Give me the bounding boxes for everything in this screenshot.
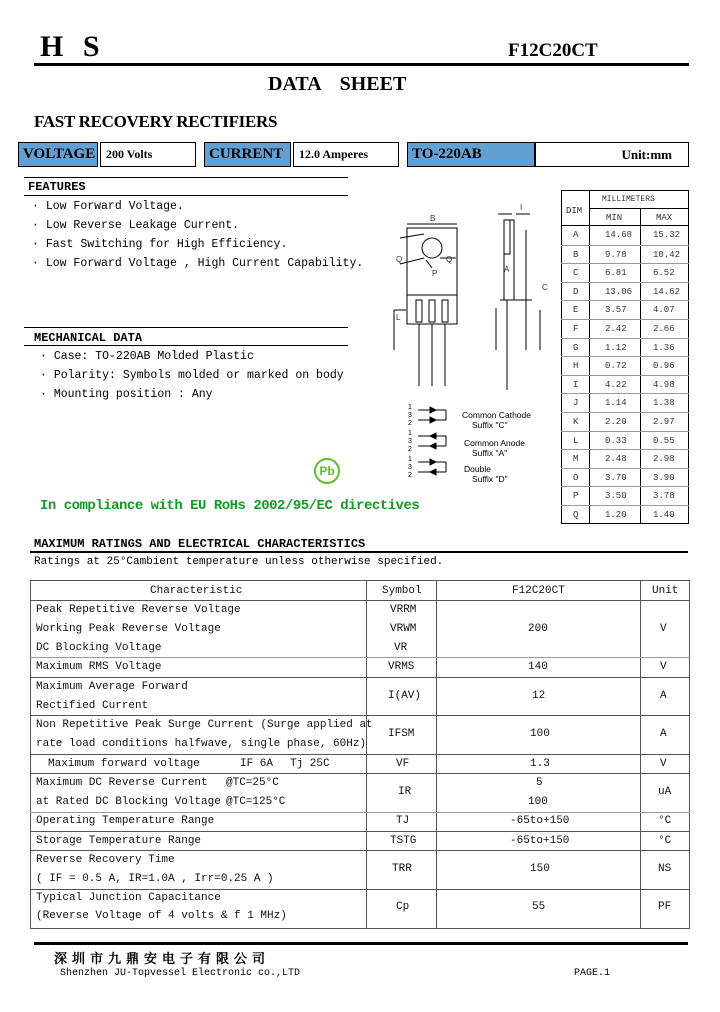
row-char: Maximum RMS Voltage bbox=[36, 661, 162, 673]
pin-numbers: 1 3 2 bbox=[408, 404, 412, 427]
dim-letter: A bbox=[573, 230, 579, 240]
row-value: -65to+150 bbox=[510, 815, 570, 827]
row-char: Storage Temperature Range bbox=[36, 835, 202, 847]
row-char: ( IF = 0.5 A, IR=1.0A , Irr=0.25 A ) bbox=[36, 873, 274, 885]
config-double: Double Suffix "D" bbox=[464, 464, 508, 484]
list-item: · Low Forward Voltage. bbox=[32, 200, 184, 213]
dim-letter: E bbox=[573, 305, 579, 316]
row-value: 100 bbox=[528, 796, 548, 808]
row-value: 100 bbox=[530, 728, 550, 740]
dim-group-header: MILLIMETERS bbox=[602, 195, 655, 204]
dim-min: 6.81 bbox=[605, 268, 627, 279]
pb-free-logo: Pb bbox=[314, 458, 340, 484]
dim-min: 3.70 bbox=[605, 472, 627, 483]
dim-letter: H bbox=[573, 361, 579, 372]
list-item: · Low Reverse Leakage Current. bbox=[32, 219, 240, 232]
dim-letter: J bbox=[573, 398, 579, 409]
dim-max-header: MAX bbox=[656, 213, 673, 223]
dim-letter: C bbox=[573, 268, 579, 279]
row-char: Typical Junction Capacitance bbox=[36, 892, 221, 904]
dim-min: 3.57 bbox=[605, 305, 627, 316]
dimension-row bbox=[561, 300, 689, 319]
dimension-row bbox=[561, 375, 689, 394]
brand-logo: H S bbox=[40, 30, 106, 63]
row-symbol: Cp bbox=[396, 901, 410, 913]
dim-max: 10.42 bbox=[653, 249, 681, 260]
row-char: rate load conditions halfwave, single phase, 60Hz) bbox=[36, 738, 367, 750]
dimension-row bbox=[561, 245, 689, 264]
row-value: 5 bbox=[536, 777, 543, 789]
dim-label-a: A bbox=[504, 265, 510, 274]
row-unit: °C bbox=[658, 815, 672, 827]
dim-min: 3.50 bbox=[605, 491, 627, 502]
row-unit: A bbox=[660, 728, 667, 740]
features-title: FEATURES bbox=[28, 180, 86, 194]
row-char: at Rated DC Blocking Voltage bbox=[36, 796, 221, 808]
row-unit: V bbox=[660, 758, 667, 770]
dimension-row bbox=[561, 319, 689, 338]
row-unit: °C bbox=[658, 835, 672, 847]
dimension-row bbox=[561, 263, 689, 282]
list-item: · Fast Switching for High Efficiency. bbox=[32, 238, 288, 251]
row-value: 1.3 bbox=[530, 758, 550, 770]
dim-letter: B bbox=[573, 249, 579, 260]
unit-label: Unit:mm bbox=[535, 142, 689, 167]
dim-max: 2.66 bbox=[653, 324, 675, 334]
row-value: -65to+150 bbox=[510, 835, 570, 847]
row-char: Rectified Current bbox=[36, 700, 149, 712]
row-symbol: IR bbox=[398, 786, 412, 798]
dimension-row bbox=[561, 505, 689, 524]
page-number: PAGE.1 bbox=[574, 968, 611, 979]
dim-letter: I bbox=[573, 379, 579, 390]
row-char: Working Peak Reverse Voltage bbox=[36, 623, 221, 635]
list-item: · Polarity: Symbols molded or marked on body bbox=[40, 369, 344, 382]
dim-label-c: C bbox=[542, 283, 548, 292]
header-characteristic: Characteristic bbox=[150, 585, 243, 597]
doc-title: DATA SHEET bbox=[268, 73, 407, 95]
row-value: 140 bbox=[528, 661, 548, 673]
row-value: 200 bbox=[528, 623, 548, 635]
row-symbol: I(AV) bbox=[388, 690, 422, 702]
dimension-row bbox=[561, 412, 689, 431]
row-condition: @TC=25°C bbox=[226, 777, 279, 789]
dim-max: 3.90 bbox=[653, 472, 675, 483]
dimension-row bbox=[561, 393, 689, 412]
row-char: Maximum Average Forward bbox=[36, 681, 188, 693]
dim-label-p: P bbox=[432, 269, 438, 278]
dim-max: 1.38 bbox=[653, 398, 675, 409]
row-char: (Reverse Voltage of 4 volts & f 1 MHz) bbox=[36, 910, 287, 922]
dim-letter: Q bbox=[573, 510, 579, 520]
header-value: F12C20CT bbox=[512, 585, 565, 597]
dim-letter: M bbox=[573, 454, 579, 465]
dim-min: 0.72 bbox=[605, 361, 627, 372]
dim-letter: D bbox=[573, 286, 579, 297]
config-common-cathode: Common Cathode Suffix "C" bbox=[462, 410, 531, 430]
company-name-cn: 深圳市九鼎安电子有限公司 bbox=[54, 952, 271, 967]
list-item: · Low Forward Voltage , High Current Capability. bbox=[32, 257, 364, 270]
header-symbol: Symbol bbox=[382, 585, 422, 597]
row-condition: IF 6A bbox=[240, 758, 274, 770]
header-rule bbox=[34, 63, 689, 66]
config-common-anode: Common Anode Suffix "A" bbox=[464, 438, 525, 458]
row-symbol: VRMS bbox=[388, 661, 415, 673]
row-symbol: VF bbox=[396, 758, 410, 770]
rohs-compliance: In compliance with EU RoHs 2002/95/EC directives bbox=[40, 498, 420, 514]
row-unit: PF bbox=[658, 901, 672, 913]
dim-max: 2.97 bbox=[653, 417, 675, 427]
dim-max: 0.96 bbox=[653, 361, 675, 372]
dim-label-i: I bbox=[520, 203, 523, 212]
row-char: DC Blocking Voltage bbox=[36, 642, 162, 654]
row-unit: V bbox=[660, 623, 667, 635]
part-number: F12C20CT bbox=[508, 40, 598, 61]
list-item: · Case: TO-220AB Molded Plastic bbox=[40, 350, 254, 363]
dim-letter: P bbox=[573, 491, 579, 502]
dimension-row bbox=[561, 282, 689, 301]
dim-max: 6.52 bbox=[653, 268, 675, 279]
dim-max: 14.62 bbox=[653, 286, 681, 297]
voltage-label: VOLTAGE bbox=[18, 142, 98, 167]
pin-numbers: 1 3 2 bbox=[408, 430, 412, 453]
package-label: TO-220AB bbox=[407, 142, 535, 167]
row-condition: @TC=125°C bbox=[226, 796, 286, 808]
row-symbol: TJ bbox=[396, 815, 410, 827]
dim-letter: F bbox=[573, 324, 579, 334]
dim-min: 2.48 bbox=[605, 454, 627, 465]
dim-min: 1.20 bbox=[605, 510, 627, 520]
company-name-en: Shenzhen JU-Topvessel Electronic co.,LTD bbox=[60, 968, 301, 979]
dimension-row bbox=[561, 431, 689, 450]
dim-letter: K bbox=[573, 417, 579, 427]
row-symbol: VRRM bbox=[390, 604, 417, 616]
row-symbol: IFSM bbox=[388, 728, 415, 740]
dimension-row bbox=[561, 356, 689, 375]
row-condition: Tj 25C bbox=[290, 758, 330, 770]
ratings-title: MAXIMUM RATINGS AND ELECTRICAL CHARACTERISTICS bbox=[34, 537, 366, 551]
mechanical-title: MECHANICAL DATA bbox=[34, 331, 143, 345]
dim-min: 0.33 bbox=[605, 435, 627, 446]
dim-letter: O bbox=[573, 472, 579, 483]
dim-min: 13.06 bbox=[605, 286, 633, 297]
dim-label-q: Q bbox=[446, 255, 453, 264]
dim-max: 0.55 bbox=[653, 435, 675, 446]
dim-col-header: DIM bbox=[566, 206, 583, 216]
header-unit: Unit bbox=[652, 585, 679, 597]
row-symbol: TRR bbox=[392, 863, 412, 875]
current-value: 12.0 Amperes bbox=[293, 142, 399, 167]
dimension-row bbox=[561, 338, 689, 357]
pin-numbers: 1 3 2 bbox=[408, 456, 412, 479]
row-value: 55 bbox=[532, 901, 546, 913]
row-unit: uA bbox=[658, 786, 672, 798]
dim-min: 1.14 bbox=[605, 398, 627, 409]
row-unit: NS bbox=[658, 863, 672, 875]
dim-min: 2.20 bbox=[605, 417, 627, 427]
dim-min: 1.12 bbox=[605, 342, 627, 353]
list-item: · Mounting position : Any bbox=[40, 388, 213, 401]
dimension-row bbox=[561, 468, 689, 487]
dim-max: 3.78 bbox=[653, 491, 675, 502]
dim-label-q: Q bbox=[396, 255, 403, 264]
dim-max: 15.32 bbox=[653, 230, 681, 240]
dim-max: 4.98 bbox=[653, 379, 675, 390]
row-symbol: TSTG bbox=[390, 835, 417, 847]
voltage-value: 200 Volts bbox=[100, 142, 196, 167]
dim-max: 4.07 bbox=[653, 305, 675, 316]
package-outline-drawing bbox=[392, 190, 560, 390]
row-unit: V bbox=[660, 661, 667, 673]
ratings-note: Ratings at 25°Cambient temperature unless otherwise specified. bbox=[34, 556, 444, 568]
row-unit: A bbox=[660, 690, 667, 702]
dim-max: 2.98 bbox=[653, 454, 675, 465]
dim-letter: G bbox=[573, 342, 579, 353]
dimension-row bbox=[561, 486, 689, 505]
row-char: Maximum forward voltage bbox=[48, 758, 200, 770]
row-symbol: VR bbox=[394, 642, 408, 654]
dim-label-l: L bbox=[396, 313, 401, 322]
dim-min: 14.68 bbox=[605, 230, 633, 240]
dimension-row bbox=[561, 226, 689, 245]
dim-min: 9.78 bbox=[605, 249, 627, 260]
dim-min: 2.42 bbox=[605, 324, 627, 334]
dim-label-b: B bbox=[430, 214, 436, 223]
row-symbol: VRWM bbox=[390, 623, 417, 635]
row-value: 150 bbox=[530, 863, 550, 875]
row-char: Peak Repetitive Reverse Voltage bbox=[36, 604, 241, 616]
dim-letter: L bbox=[573, 435, 579, 446]
footer-rule bbox=[34, 942, 688, 945]
dim-max: 1.36 bbox=[653, 342, 675, 353]
row-char: Reverse Recovery Time bbox=[36, 854, 175, 866]
row-value: 12 bbox=[532, 690, 546, 702]
product-title: FAST RECOVERY RECTIFIERS bbox=[34, 112, 278, 131]
current-label: CURRENT bbox=[204, 142, 291, 167]
dim-min: 4.22 bbox=[605, 379, 627, 390]
dim-max: 1.40 bbox=[653, 510, 675, 520]
dim-min-header: MIN bbox=[606, 213, 623, 223]
row-char: Maximum DC Reverse Current bbox=[36, 777, 208, 789]
row-char: Operating Temperature Range bbox=[36, 815, 215, 827]
row-char: Non Repetitive Peak Surge Current (Surge applied at bbox=[36, 719, 373, 731]
dimension-row bbox=[561, 449, 689, 468]
